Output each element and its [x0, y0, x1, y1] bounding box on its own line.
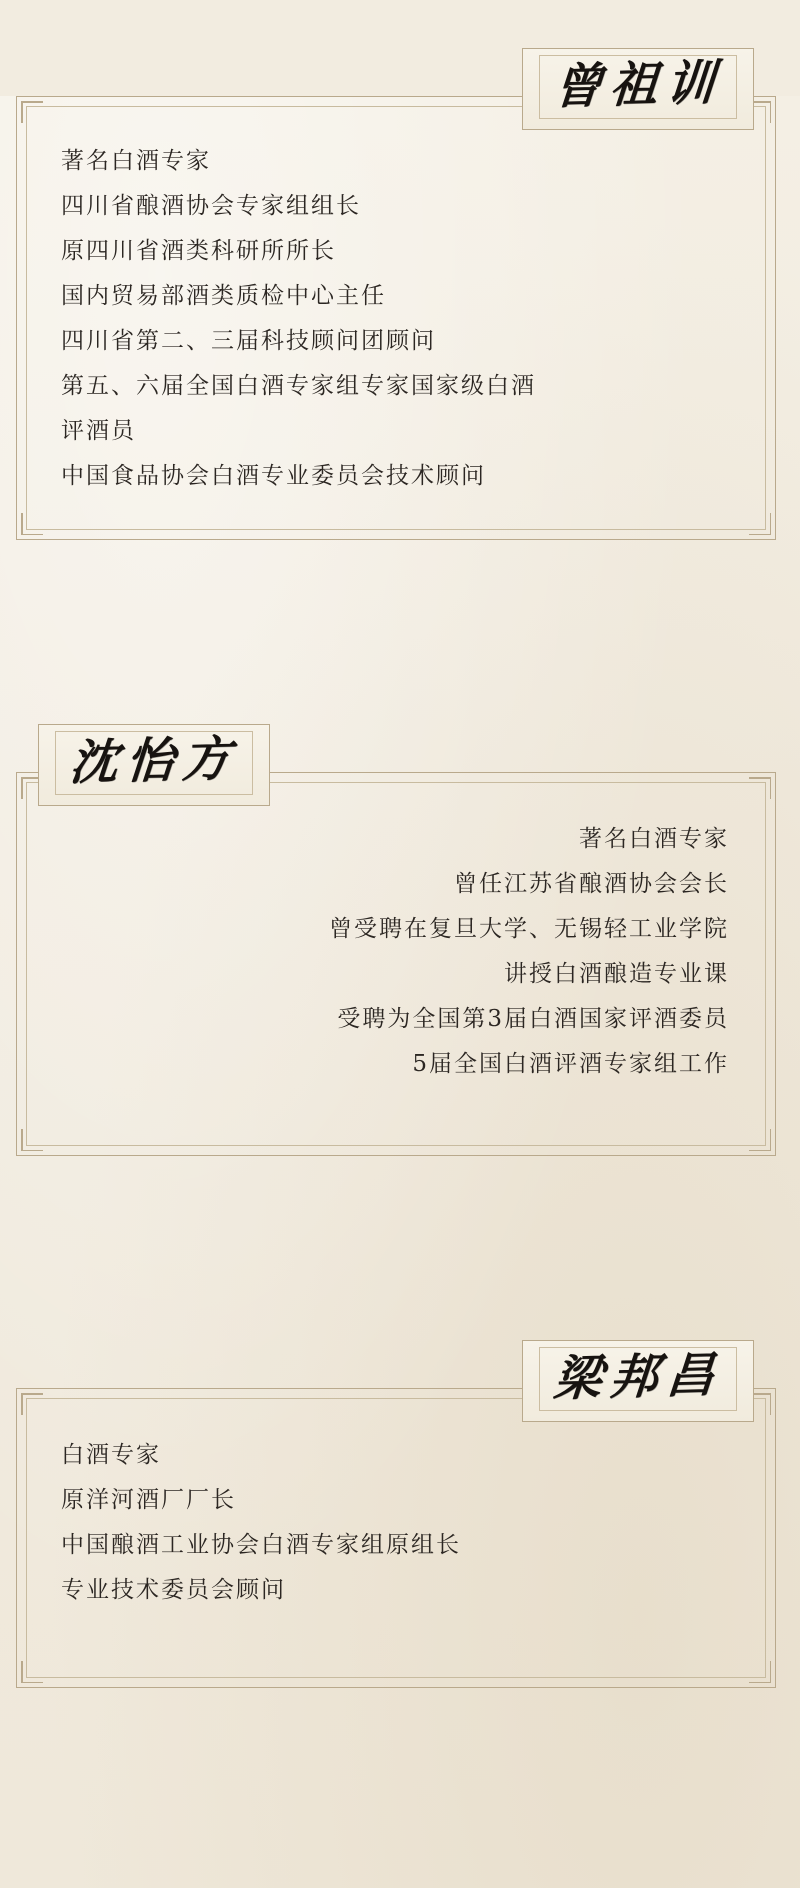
credential-line: 讲授白酒酿造专业课	[504, 961, 729, 987]
credential-line: 白酒专家	[61, 1442, 161, 1468]
credential-line: 四川省酿酒协会专家组组长	[61, 193, 361, 219]
profile-card-2	[16, 730, 776, 1156]
credentials-list-1	[17, 97, 775, 539]
credential-line: 5届全国白酒评酒专家组工作	[412, 1051, 729, 1077]
credential-line: 原四川省酒类科研所所长	[61, 238, 336, 264]
expert-name-2: 沈怡方	[67, 730, 241, 792]
name-plaque-inner-2	[55, 731, 253, 795]
credential-line: 专业技术委员会顾问	[61, 1577, 286, 1603]
credential-line: 著名白酒专家	[61, 148, 211, 174]
ornamental-frame-1	[16, 96, 776, 540]
credential-line: 中国食品协会白酒专业委员会技术顾问	[61, 463, 486, 489]
name-plaque-3	[522, 1340, 754, 1422]
credential-line: 曾受聘在复旦大学、无锡轻工业学院	[329, 916, 729, 942]
ornamental-frame-2	[16, 772, 776, 1156]
corner-ornament-icon	[21, 1657, 47, 1683]
name-plaque-2	[38, 724, 270, 806]
credential-line: 国内贸易部酒类质检中心主任	[61, 283, 386, 309]
credential-line: 受聘为全国第3届白酒国家评酒委员	[337, 1006, 729, 1032]
credential-line: 评酒员	[61, 418, 136, 444]
credentials-list-2	[17, 773, 775, 1127]
corner-ornament-icon	[745, 1125, 771, 1151]
expert-name-3: 梁邦昌	[551, 1346, 725, 1408]
name-plaque-inner-1	[539, 55, 737, 119]
credential-line: 曾任江苏省酿酒协会会长	[454, 871, 729, 897]
name-plaque-inner-3	[539, 1347, 737, 1411]
expert-name-1: 曾祖训	[551, 54, 725, 116]
profile-card-1	[16, 54, 776, 540]
credential-line: 中国酿酒工业协会白酒专家组原组长	[61, 1532, 461, 1558]
credential-line: 著名白酒专家	[579, 826, 729, 852]
credential-line: 四川省第二、三届科技顾问团顾问	[61, 328, 436, 354]
profile-card-3	[16, 1346, 776, 1688]
corner-ornament-icon	[21, 1125, 47, 1151]
credential-line: 第五、六届全国白酒专家组专家国家级白酒	[61, 373, 536, 399]
credentials-list-3	[17, 1389, 775, 1653]
corner-ornament-icon	[745, 1657, 771, 1683]
document-page	[0, 54, 800, 1888]
credential-line: 原洋河酒厂厂长	[61, 1487, 236, 1513]
ornamental-frame-3	[16, 1388, 776, 1688]
name-plaque-1	[522, 48, 754, 130]
